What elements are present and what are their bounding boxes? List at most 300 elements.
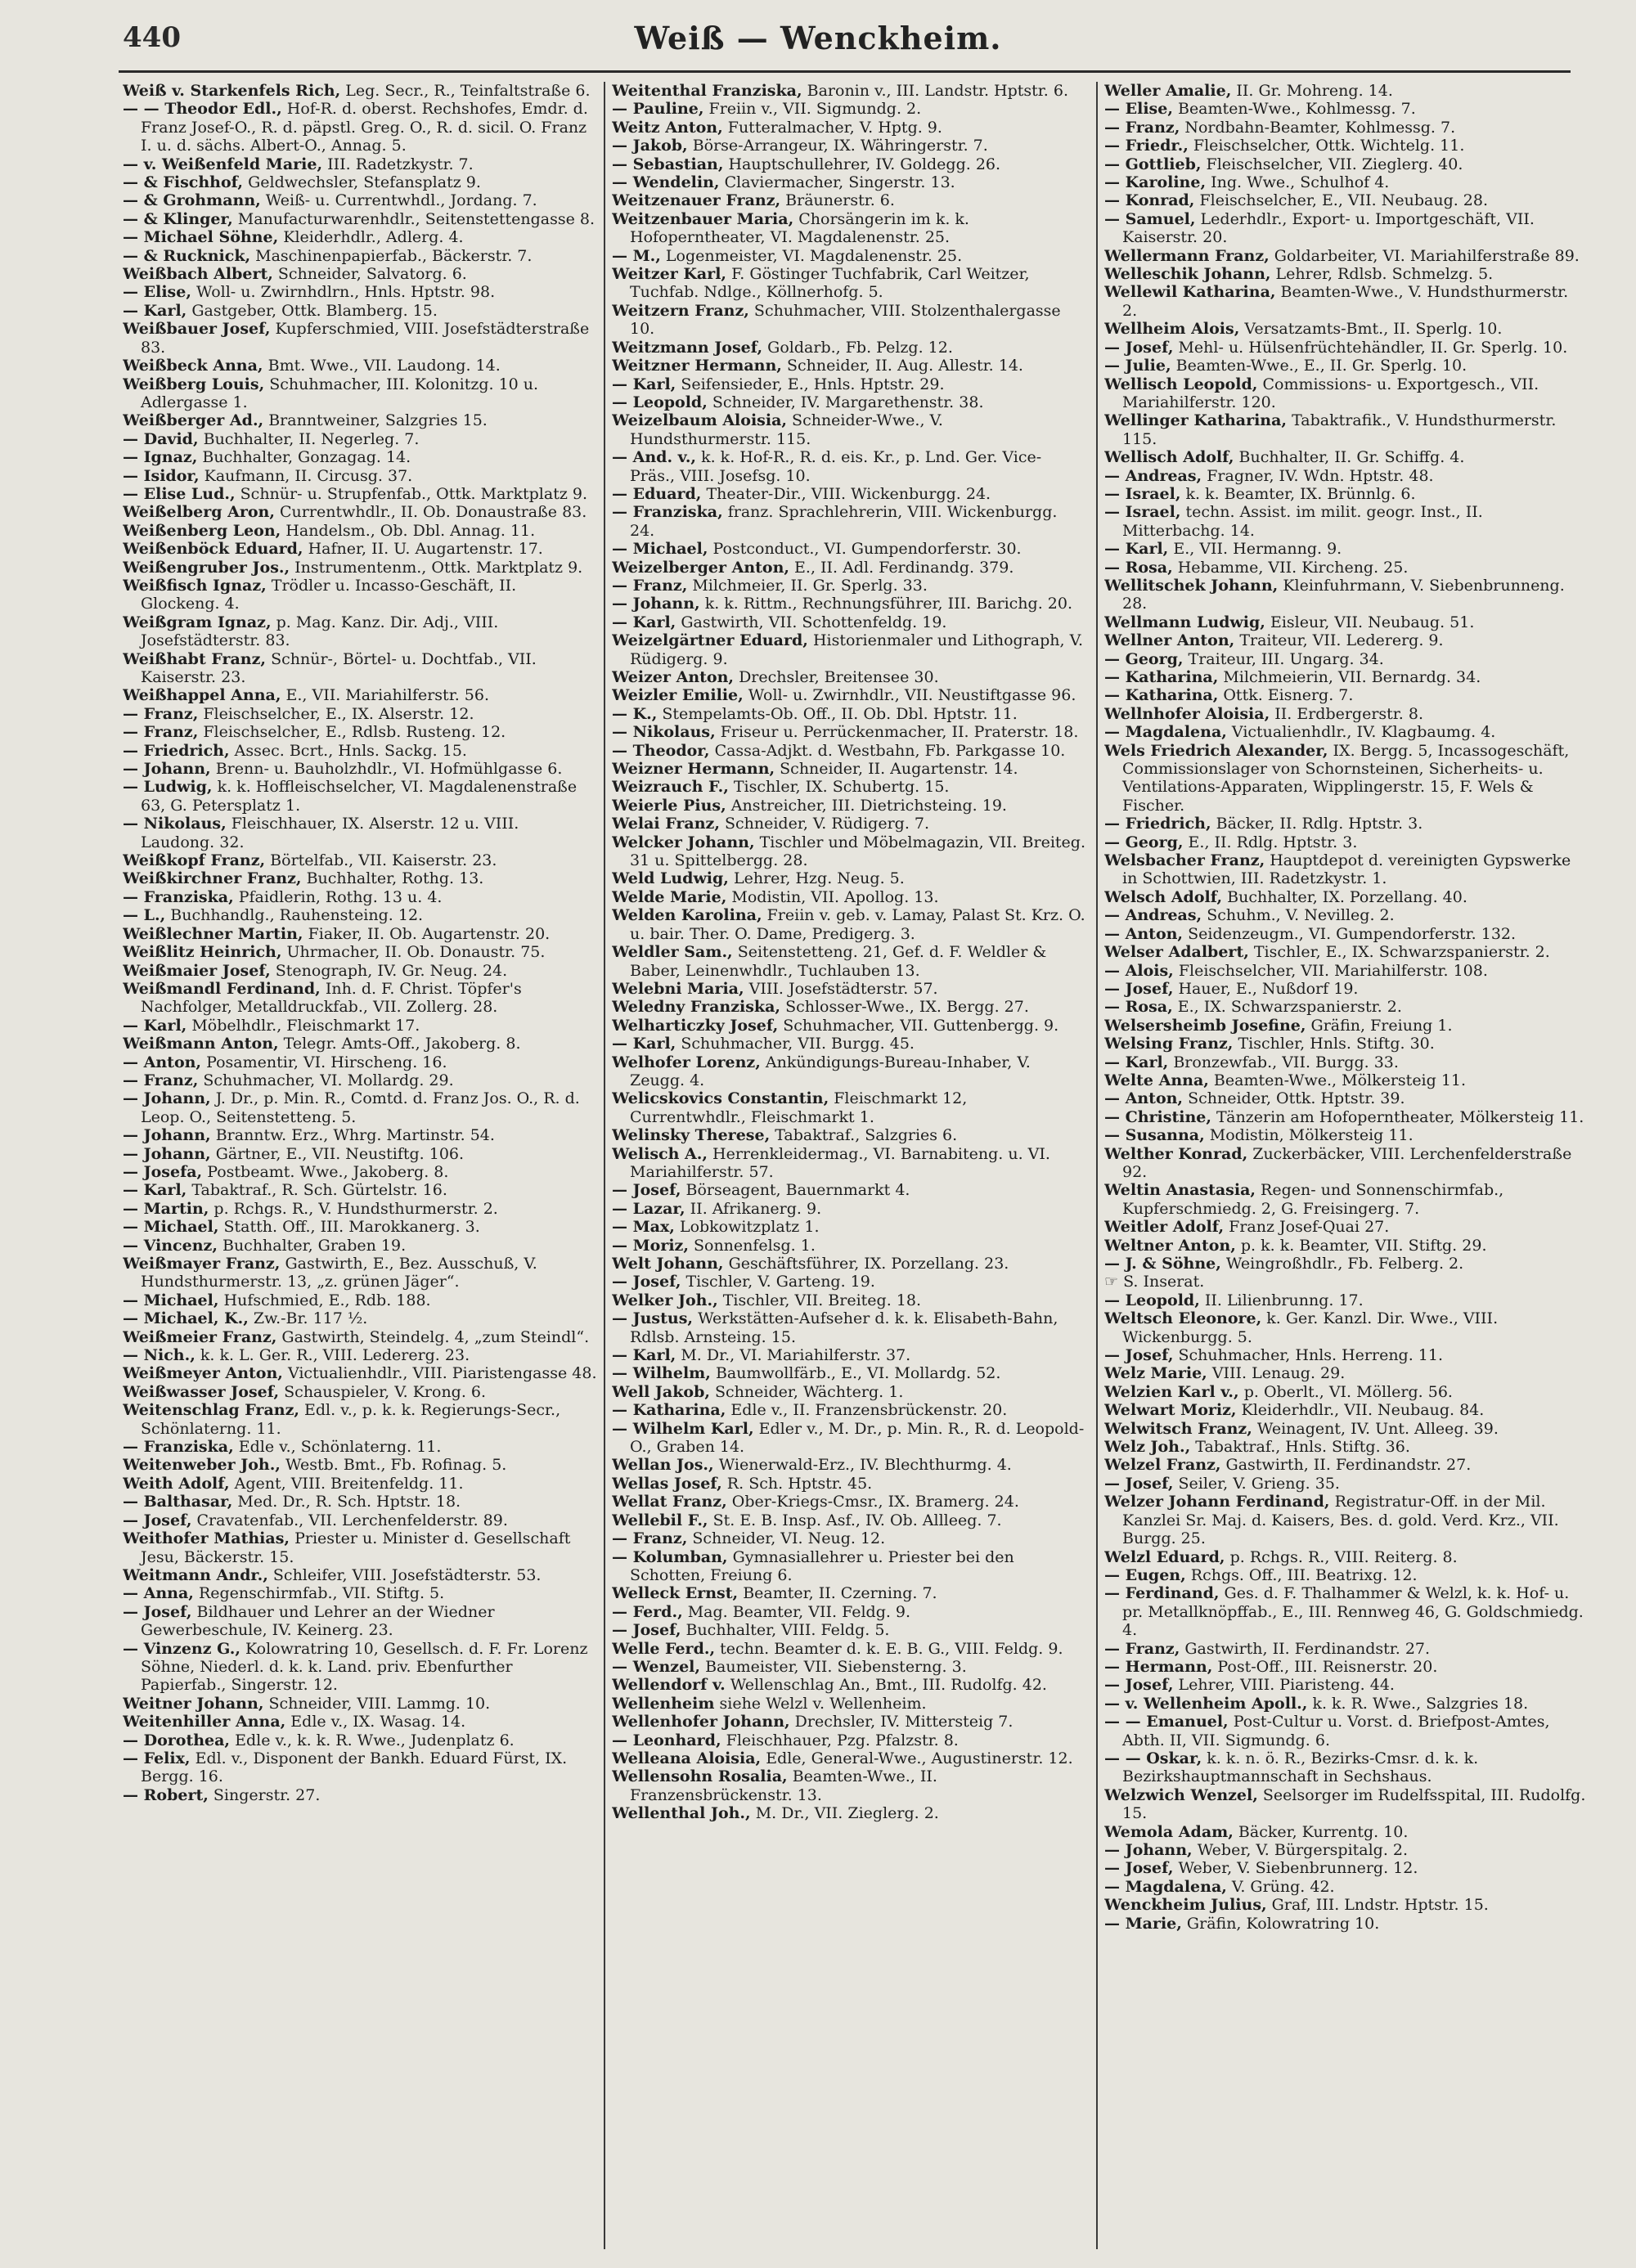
directory-entry bbox=[612, 1273, 1086, 1291]
entry-details: Fleischselcher, VII. Zieglerg. 40. bbox=[1201, 155, 1463, 173]
entry-details: E., IX. Schwarzspanierstr. 2. bbox=[1172, 998, 1402, 1017]
directory-entry bbox=[612, 631, 1086, 668]
directory-entry bbox=[123, 577, 597, 613]
directory-entry bbox=[123, 522, 597, 540]
entry-name: — Wilhelm, bbox=[612, 1364, 711, 1383]
directory-entry bbox=[612, 375, 1086, 393]
entry-name: Weith Adolf, bbox=[123, 1474, 230, 1493]
entry-name: — Eugen, bbox=[1104, 1565, 1186, 1584]
directory-entry bbox=[612, 1511, 1086, 1529]
entry-details: p. k. k. Beamter, VII. Stiftg. 29. bbox=[1235, 1236, 1487, 1255]
entry-name: — Karl, bbox=[123, 1016, 187, 1035]
entry-details: Seidenzeugm., VI. Gumpendorferstr. 132. bbox=[1183, 924, 1517, 943]
entry-name: Welwart Moriz, bbox=[1104, 1401, 1237, 1420]
entry-details: Posamentir, VI. Hirscheng. 16. bbox=[201, 1053, 447, 1071]
entry-name: — Michael, bbox=[123, 1218, 219, 1237]
directory-entry bbox=[1104, 265, 1587, 283]
entry-name: Welleck Ernst, bbox=[612, 1584, 739, 1603]
entry-details: Kleiderhdlr., Adlerg. 4. bbox=[278, 228, 464, 247]
entry-name: Welleana Aloisia, bbox=[612, 1749, 762, 1767]
entry-name: — Michael Söhne, bbox=[123, 228, 279, 247]
entry-name: Weiß v. Starkenfels Rich, bbox=[123, 82, 341, 100]
entry-name: Welisch A., bbox=[612, 1144, 708, 1163]
entry-details: Bronzewfab., VII. Burgg. 33. bbox=[1168, 1053, 1399, 1071]
entry-name: Weißelberg Aron, bbox=[123, 503, 275, 522]
entry-name: — Friedrich, bbox=[1104, 815, 1211, 833]
entry-details: Gastgeber, Ottk. Blamberg. 15. bbox=[187, 301, 438, 320]
entry-details: Fragner, IV. Wdn. Hptstr. 48. bbox=[1202, 466, 1434, 485]
entry-name: — Karl, bbox=[612, 375, 676, 393]
directory-entry bbox=[1104, 1548, 1587, 1566]
entry-name: — Andreas, bbox=[1104, 466, 1202, 485]
directory-entry bbox=[612, 339, 1086, 357]
entry-name: Wellenhofer Johann, bbox=[612, 1713, 790, 1731]
entry-details: Freiin v. geb. v. Lamay, Palast St. Krz. O. u. bair. Ther. O. Dame, Predigerg. 3. bbox=[630, 906, 1085, 943]
entry-name: — Franziska, bbox=[612, 503, 723, 522]
entry-details: Kolowratring 10, Gesellsch. d. F. Fr. Lorenz Söhne, Niederl. d. k. k. Land. priv. Ebenfurther Papierfab., Singerstr. 12. bbox=[141, 1639, 588, 1695]
entry-details: Milchmeierin, VII. Bernardg. 34. bbox=[1218, 668, 1481, 686]
entry-name: Weißkopf Franz, bbox=[123, 851, 266, 870]
directory-entry bbox=[1104, 1218, 1587, 1236]
directory-entry bbox=[612, 1200, 1086, 1218]
entry-details: Schneider, Ottk. Hptstr. 39. bbox=[1183, 1089, 1405, 1108]
entry-name: — Josefa, bbox=[123, 1162, 203, 1181]
entry-details: VIII. Josefstädterstr. 57. bbox=[744, 979, 938, 998]
entry-name: Welz Marie, bbox=[1104, 1364, 1207, 1383]
entry-details: Buchhalter, II. Gr. Schiffg. 4. bbox=[1234, 448, 1465, 467]
entry-name: — Franz, bbox=[1104, 118, 1180, 137]
directory-entry bbox=[123, 925, 597, 943]
entry-name: Weitzern Franz, bbox=[612, 301, 749, 320]
directory-entry bbox=[123, 1309, 597, 1327]
entry-name: — And. v., bbox=[612, 448, 697, 467]
entry-name: — Friedrich, bbox=[123, 741, 230, 760]
entry-name: — Josef, bbox=[123, 1602, 192, 1621]
entry-details: Wienerwald-Erz., IV. Blechthurmg. 4. bbox=[713, 1456, 1012, 1475]
entry-name: Weißbauer Josef, bbox=[123, 320, 271, 339]
entry-name: Wellan Jos., bbox=[612, 1456, 714, 1475]
entry-name: Weitz Anton, bbox=[612, 118, 723, 137]
directory-entry bbox=[1104, 1071, 1587, 1089]
directory-entry bbox=[123, 283, 597, 301]
entry-details: II. Gr. Mohreng. 14. bbox=[1231, 82, 1393, 100]
entry-name: — Julie, bbox=[1104, 357, 1171, 375]
entry-details: Schlosser-Wwe., IX. Bergg. 27. bbox=[780, 998, 1029, 1017]
entry-name: Welz Joh., bbox=[1104, 1438, 1191, 1457]
entry-name: Welcker Johann, bbox=[612, 833, 755, 851]
page-number: 440 bbox=[123, 21, 181, 54]
entry-details: Schneider, VI. Neug. 12. bbox=[687, 1529, 886, 1548]
entry-name: — Karl, bbox=[1104, 1053, 1169, 1071]
entry-name: — Anna, bbox=[123, 1584, 194, 1603]
entry-name: — Franziska, bbox=[123, 887, 234, 906]
entry-details: Edle v., IX. Wasag. 14. bbox=[285, 1713, 466, 1731]
entry-name: Welzl Eduard, bbox=[1104, 1547, 1225, 1566]
entry-name: Welinsky Therese, bbox=[612, 1126, 771, 1145]
entry-name: — M., bbox=[612, 246, 661, 265]
entry-name: Weißmeyer Anton, bbox=[123, 1364, 283, 1383]
entry-details: Gastwirth, VII. Schottenfeldg. 19. bbox=[676, 613, 947, 631]
directory-column-1 bbox=[123, 82, 597, 2253]
entry-details: Ing. Wwe., Schulhof 4. bbox=[1206, 173, 1390, 192]
entry-details: p. Mag. Kanz. Dir. Adj., VIII. Josefstädterstr. 83. bbox=[141, 613, 499, 650]
entry-name: — Eduard, bbox=[612, 484, 702, 503]
directory-entry bbox=[612, 797, 1086, 815]
directory-entry bbox=[612, 1218, 1086, 1236]
entry-details: Börse-Arrangeur, IX. Währingerstr. 7. bbox=[687, 137, 988, 155]
directory-entry bbox=[1104, 1145, 1587, 1182]
entry-details: Commissions- u. Exportgesch., VII. Mariahilferstr. 120. bbox=[1122, 375, 1539, 411]
entry-name: — Marie, bbox=[1104, 1914, 1182, 1933]
directory-entry bbox=[123, 1163, 597, 1181]
directory-entry bbox=[123, 1786, 597, 1804]
directory-entry bbox=[1104, 1640, 1587, 1658]
entry-details: Drechsler, Breitensee 30. bbox=[734, 668, 939, 686]
column-divider bbox=[1096, 82, 1098, 2249]
entry-name: — Katharina, bbox=[1104, 668, 1219, 686]
directory-entry bbox=[1104, 631, 1587, 649]
entry-name: — Josef, bbox=[612, 1181, 681, 1200]
entry-details: Traiteur, III. Ungarg. 34. bbox=[1183, 649, 1384, 668]
entry-details: Westb. Bmt., Fb. Rofinag. 5. bbox=[280, 1456, 507, 1475]
entry-details: Bäcker, II. Rdlg. Hptstr. 3. bbox=[1211, 815, 1423, 833]
entry-details: Tischler, IX. Schubertg. 15. bbox=[728, 778, 950, 797]
directory-entry bbox=[123, 705, 597, 723]
entry-details: Buchhalter, Gonzagag. 14. bbox=[197, 448, 411, 467]
entry-details: Hauptdepot d. vereinigten Gypswerke in Schottwien, III. Radetzkystr. 1. bbox=[1122, 851, 1571, 888]
entry-details: Schneider, II. Augartenstr. 14. bbox=[775, 760, 1018, 779]
entry-details: E., II. Adl. Ferdinandg. 379. bbox=[789, 558, 1014, 577]
entry-name: Weißengruber Jos., bbox=[123, 558, 290, 577]
entry-name: — Sebastian, bbox=[612, 155, 724, 173]
entry-details: Rchgs. Off., III. Beatrixg. 12. bbox=[1185, 1565, 1418, 1584]
directory-entry bbox=[1104, 1035, 1587, 1053]
entry-name: Welwitsch Franz, bbox=[1104, 1419, 1252, 1438]
directory-entry bbox=[123, 1603, 597, 1640]
entry-details: p. Oberlt., VI. Möllerg. 56. bbox=[1238, 1382, 1453, 1401]
entry-details: Victualienhdlr., VIII. Piaristengasse 48. bbox=[282, 1364, 597, 1383]
entry-details: Bräunerstr. 6. bbox=[780, 191, 895, 210]
directory-entry bbox=[612, 357, 1086, 375]
entry-name: — Pauline, bbox=[612, 100, 704, 119]
entry-name: Weitzenauer Franz, bbox=[612, 191, 781, 210]
entry-details: franz. Sprachlehrerin, VIII. Wickenburgg. 24. bbox=[630, 503, 1058, 540]
directory-entry bbox=[612, 1767, 1086, 1804]
entry-name: — Johann, bbox=[1104, 1841, 1193, 1859]
entry-details: Maschinenpapierfab., Bäckerstr. 7. bbox=[250, 246, 533, 265]
directory-entry bbox=[612, 833, 1086, 870]
directory-entry bbox=[123, 1401, 597, 1438]
directory-entry bbox=[1104, 1089, 1587, 1107]
entry-details: Med. Dr., R. Sch. Hptstr. 18. bbox=[232, 1493, 461, 1511]
entry-name: — Josef, bbox=[1104, 979, 1174, 998]
directory-entry bbox=[1104, 503, 1587, 540]
entry-name: Welther Konrad, bbox=[1104, 1144, 1248, 1163]
entry-name: Welebni Maria, bbox=[612, 979, 744, 998]
entry-name: Welser Adalbert, bbox=[1104, 943, 1249, 962]
entry-details: J. Dr., p. Min. R., Comtd. d. Franz Jos. O., R. d. Leop. O., Seitenstetteng. 5. bbox=[141, 1089, 580, 1126]
entry-details: siehe Welzl v. Wellenheim. bbox=[714, 1694, 927, 1713]
directory-entry bbox=[1104, 100, 1587, 118]
entry-name: — Johann, bbox=[612, 595, 700, 613]
directory-entry bbox=[123, 1071, 597, 1089]
entry-name: Weißwasser Josef, bbox=[123, 1382, 280, 1401]
entry-details: Fleischselcher, Ottk. Wichtelg. 11. bbox=[1188, 137, 1465, 155]
directory-entry bbox=[123, 1456, 597, 1474]
entry-details: Telegr. Amts-Off., Jakoberg. 8. bbox=[278, 1035, 521, 1053]
entry-details: Ges. d. F. Thalhammer & Welzl, k. k. Hof- u. pr. Metallknöpffab., E., III. Rennweg 46, G. Goldschmiedg. 4. bbox=[1122, 1584, 1584, 1640]
entry-details: Tischler, E., IX. Schwarzspanierstr. 2. bbox=[1248, 943, 1550, 962]
entry-details: Post-Cultur u. Vorst. d. Briefpost-Amtes, Abth. II, VII. Sigmundg. 6. bbox=[1122, 1713, 1550, 1749]
entry-details: Hof-R. d. oberst. Rechshofes, Emdr. d. Franz Josef-O., R. d. päpstl. Greg. O., R. d. sicil. O. Franz I. u. d. sächs. Albert-O., Annag. 5. bbox=[141, 100, 588, 155]
entry-details: Kupferschmied, VIII. Josefstädterstraße 83. bbox=[141, 320, 590, 357]
directory-entry bbox=[123, 1089, 597, 1126]
column-divider bbox=[604, 82, 605, 2249]
directory-entry bbox=[1104, 815, 1587, 833]
entry-name: Weldler Sam., bbox=[612, 943, 733, 962]
entry-name: — K., bbox=[612, 704, 658, 723]
entry-name: Weltsch Eleonore, bbox=[1104, 1309, 1262, 1328]
entry-details: Lederhdlr., Export- u. Importgeschäft, VII. Kaiserstr. 20. bbox=[1122, 209, 1535, 247]
directory-entry bbox=[612, 540, 1086, 558]
directory-entry bbox=[612, 906, 1086, 943]
entry-details: Beamten-Wwe., II. Franzensbrückenstr. 13. bbox=[630, 1767, 937, 1804]
entry-name: — Gottlieb, bbox=[1104, 155, 1202, 173]
directory-entry bbox=[123, 1035, 597, 1053]
entry-name: — Josef, bbox=[612, 1273, 681, 1291]
entry-details: Nordbahn-Beamter, Kohlmessg. 7. bbox=[1180, 118, 1456, 137]
directory-entry bbox=[1104, 1438, 1587, 1456]
entry-name: Welt Johann, bbox=[612, 1255, 724, 1273]
entry-details: Baumwollfärb., E., VI. Mollardg. 52. bbox=[710, 1364, 1001, 1383]
entry-name: Wellenheim bbox=[612, 1694, 715, 1713]
entry-name: — Karl, bbox=[612, 613, 676, 631]
entry-name: Welzel Franz, bbox=[1104, 1456, 1221, 1475]
entry-name: — Magdalena, bbox=[1104, 1877, 1227, 1896]
entry-details: Registratur-Off. in der Mil. Kanzlei Sr. Maj. d. Kaisers, Bes. d. gold. Verd. Krz., VII. Burgg. 25. bbox=[1122, 1493, 1559, 1548]
directory-entry bbox=[1104, 1346, 1587, 1364]
entry-name: — Franziska, bbox=[123, 1438, 234, 1457]
directory-entry bbox=[1104, 650, 1587, 668]
directory-entry bbox=[123, 851, 597, 869]
directory-entry bbox=[123, 559, 597, 577]
entry-name: — — Theodor Edl., bbox=[123, 100, 282, 119]
entry-details: Fleischselcher, E., Rdlsb. Rusteng. 12. bbox=[198, 723, 506, 742]
directory-entry bbox=[612, 503, 1086, 540]
entry-details: Versatzamts-Bmt., II. Sperlg. 10. bbox=[1239, 320, 1503, 339]
entry-name: — Elise Lud., bbox=[123, 484, 236, 503]
entry-name: — Vincenz, bbox=[123, 1236, 218, 1255]
entry-details: Weber, V. Siebenbrunnerg. 12. bbox=[1173, 1859, 1418, 1878]
directory-entry bbox=[1104, 1786, 1587, 1823]
directory-entry bbox=[1104, 119, 1587, 137]
directory-entry bbox=[612, 869, 1086, 887]
entry-details: Assec. Bcrt., Hnls. Sackg. 15. bbox=[229, 741, 467, 760]
entry-name: — Vinzenz G., bbox=[123, 1639, 240, 1658]
directory-entry bbox=[612, 1401, 1086, 1419]
directory-entry bbox=[612, 1420, 1086, 1457]
entry-details: Instrumentenm., Ottk. Marktplatz 9. bbox=[290, 558, 583, 577]
directory-entry bbox=[612, 411, 1086, 448]
entry-details: Uhrmacher, II. Ob. Donaustr. 75. bbox=[281, 943, 546, 962]
directory-entry bbox=[612, 1475, 1086, 1493]
entry-name: Welsbacher Franz, bbox=[1104, 851, 1265, 870]
directory-entry bbox=[123, 1383, 597, 1401]
entry-name: — Wilhelm Karl, bbox=[612, 1419, 754, 1438]
entry-details: ☞ S. Inserat. bbox=[1104, 1273, 1205, 1291]
entry-name: — Balthasar, bbox=[123, 1493, 233, 1511]
entry-details: Schuhmacher, VII. Burgg. 45. bbox=[676, 1035, 915, 1053]
entry-details: III. Radetzkystr. 7. bbox=[322, 155, 474, 173]
directory-entry bbox=[612, 155, 1086, 173]
directory-entry bbox=[612, 1291, 1086, 1309]
entry-details: Schuhmacher, Hnls. Herreng. 11. bbox=[1173, 1346, 1444, 1365]
entry-name: Weißgram Ignaz, bbox=[123, 613, 272, 631]
entry-details: Currentwhdlr., II. Ob. Donaustraße 83. bbox=[274, 503, 587, 522]
entry-details: Bäcker, Kurrentg. 10. bbox=[1233, 1822, 1409, 1841]
entry-name: Weitenschlag Franz, bbox=[123, 1401, 299, 1420]
directory-entry bbox=[1104, 1364, 1587, 1382]
directory-entry bbox=[612, 137, 1086, 155]
entry-name: — David, bbox=[123, 429, 199, 448]
entry-details: Weinagent, IV. Unt. Alleeg. 39. bbox=[1252, 1419, 1499, 1438]
directory-entry bbox=[612, 998, 1086, 1016]
entry-name: Weitmann Andr., bbox=[123, 1565, 268, 1584]
entry-details: Tischler und Möbelmagazin, VII. Breiteg. 31 u. Spittelbergg. 28. bbox=[630, 833, 1085, 870]
entry-details: Fleischmarkt 12, Currentwhdlr., Fleischmarkt 1. bbox=[630, 1089, 968, 1126]
entry-name: Wellewil Katharina, bbox=[1104, 283, 1276, 302]
directory-entry bbox=[123, 1749, 597, 1786]
entry-name: Welicskovics Constantin, bbox=[612, 1089, 829, 1108]
directory-entry bbox=[1104, 1309, 1587, 1346]
entry-name: — & Klinger, bbox=[123, 209, 233, 228]
entry-name: — Moriz, bbox=[612, 1236, 689, 1255]
entry-details: Victualienhdlr., IV. Klagbaumg. 4. bbox=[1226, 723, 1496, 742]
entry-name: — Martin, bbox=[123, 1199, 209, 1218]
entry-name: — & Grohmann, bbox=[123, 191, 261, 210]
entry-details: Hufschmied, E., Rdb. 188. bbox=[218, 1291, 431, 1309]
entry-details: Beamten-Wwe., Kohlmessg. 7. bbox=[1172, 100, 1416, 119]
directory-entry bbox=[612, 1584, 1086, 1602]
directory-entry bbox=[612, 668, 1086, 686]
directory-entry bbox=[1104, 613, 1587, 631]
entry-details: Baronin v., III. Landstr. Hptstr. 6. bbox=[802, 82, 1068, 100]
entry-name: — — Oskar, bbox=[1104, 1749, 1202, 1767]
entry-name: — Ignaz, bbox=[123, 448, 198, 467]
directory-entry bbox=[1104, 467, 1587, 485]
directory-entry bbox=[612, 686, 1086, 704]
entry-details: Futteralmacher, V. Hptg. 9. bbox=[722, 118, 942, 137]
entry-details: k. k. Hoffleischselcher, VI. Magdalenenstraße 63, G. Petersplatz 1. bbox=[141, 778, 578, 815]
entry-details: Tabaktraf., R. Sch. Gürtelstr. 16. bbox=[187, 1181, 447, 1200]
entry-name: — Johann, bbox=[123, 1144, 211, 1163]
entry-details: Geschäftsführer, IX. Porzellang. 23. bbox=[723, 1255, 1009, 1273]
entry-name: Weitzner Hermann, bbox=[612, 357, 782, 375]
entry-name: Welsersheimb Josefine, bbox=[1104, 1016, 1306, 1035]
directory-entry bbox=[1104, 1695, 1587, 1713]
entry-name: — Theodor, bbox=[612, 741, 710, 760]
directory-entry bbox=[612, 1089, 1086, 1126]
directory-entry bbox=[1104, 1108, 1587, 1126]
entry-details: Gastwirth, Steindelg. 4, „zum Steindl“. bbox=[276, 1327, 590, 1346]
entry-details: V. Grüng. 42. bbox=[1226, 1877, 1335, 1896]
entry-name: — v. Wellenheim Apoll., bbox=[1104, 1694, 1308, 1713]
entry-details: Historienmaler und Lithograph, V. Rüdigerg. 9. bbox=[630, 631, 1084, 668]
directory-entry bbox=[123, 247, 597, 265]
entry-name: Welden Karolina, bbox=[612, 906, 762, 925]
entry-name: Weißenböck Eduard, bbox=[123, 540, 303, 559]
entry-name: Weizelbaum Aloisia, bbox=[612, 411, 788, 430]
directory-entry bbox=[612, 613, 1086, 631]
entry-details: Schnür- u. Strupfenfab., Ottk. Marktplatz 9. bbox=[235, 484, 588, 503]
entry-details: Theater-Dir., VIII. Wickenburgg. 24. bbox=[701, 484, 991, 503]
directory-entry bbox=[123, 82, 597, 100]
entry-details: Brenn- u. Bauholzhdlr., VI. Hofmühlgasse 6. bbox=[210, 760, 563, 779]
directory-entry bbox=[1104, 82, 1587, 100]
entry-name: Welzien Karl v., bbox=[1104, 1382, 1239, 1401]
directory-entry bbox=[1104, 210, 1587, 247]
entry-name: Welharticzky Josef, bbox=[612, 1016, 779, 1035]
directory-entry bbox=[1104, 1273, 1587, 1291]
entry-name: — Karl, bbox=[123, 1181, 187, 1200]
entry-details: Regen- und Sonnenschirmfab., Kupferschmiedg. 2, G. Freisingerg. 7. bbox=[1122, 1181, 1504, 1218]
entry-name: — Samuel, bbox=[1104, 209, 1196, 228]
entry-name: Weißmeier Franz, bbox=[123, 1327, 277, 1346]
entry-name: — Josef, bbox=[1104, 1859, 1174, 1878]
directory-entry bbox=[612, 1309, 1086, 1346]
entry-details: Beamten-Wwe., V. Hundsthurmerstr. 2. bbox=[1122, 283, 1569, 320]
entry-name: Wellner Anton, bbox=[1104, 631, 1235, 650]
entry-name: — Michael, K., bbox=[123, 1309, 249, 1328]
directory-entry bbox=[1104, 1237, 1587, 1255]
directory-entry bbox=[1104, 1676, 1587, 1694]
directory-entry bbox=[612, 778, 1086, 796]
entry-name: Weißmaier Josef, bbox=[123, 961, 271, 980]
entry-name: — Ludwig, bbox=[123, 778, 213, 797]
directory-entry bbox=[123, 1640, 597, 1695]
entry-name: — Robert, bbox=[123, 1785, 209, 1804]
entry-name: — Karl, bbox=[612, 1346, 676, 1365]
entry-details: Mehl- u. Hülsenfrüchtehändler, II. Gr. Sperlg. 10. bbox=[1173, 338, 1568, 357]
entry-details: Anstreicher, III. Dietrichsteing. 19. bbox=[726, 796, 1007, 815]
directory-entry bbox=[612, 559, 1086, 577]
directory-entry bbox=[123, 320, 597, 357]
directory-column-3 bbox=[1104, 82, 1587, 2253]
entry-name: Weitler Adolf, bbox=[1104, 1218, 1225, 1237]
directory-entry bbox=[612, 723, 1086, 741]
entry-name: Weller Amalie, bbox=[1104, 82, 1232, 100]
entry-name: — — Emanuel, bbox=[1104, 1713, 1229, 1731]
entry-details: Manufacturwarenhdlr., Seitenstettengasse 8. bbox=[232, 209, 595, 228]
entry-name: Welde Marie, bbox=[612, 887, 727, 906]
directory-entry bbox=[123, 723, 597, 741]
entry-details: Branntw. Erz., Whrg. Martinstr. 54. bbox=[210, 1126, 495, 1145]
entry-details: k. Ger. Kanzl. Dir. Wwe., VIII. Wickenburgg. 5. bbox=[1122, 1309, 1499, 1346]
entry-details: Geldwechsler, Stefansplatz 9. bbox=[243, 173, 481, 192]
entry-name: Weitenthal Franziska, bbox=[612, 82, 802, 100]
directory-entry bbox=[612, 247, 1086, 265]
directory-entry bbox=[1104, 1878, 1587, 1896]
entry-details: Franz Josef-Quai 27. bbox=[1224, 1218, 1390, 1237]
entry-details: II. Erdbergerstr. 8. bbox=[1270, 704, 1424, 723]
entry-name: Weißbach Albert, bbox=[123, 265, 273, 284]
directory-entry bbox=[1104, 1841, 1587, 1859]
directory-entry bbox=[123, 210, 597, 228]
entry-name: Weizner Hermann, bbox=[612, 760, 775, 779]
entry-details: Seitenstetteng. 21, Gef. d. F. Weldler & Baber, Leinenwhdlr., Tuchlauben 13. bbox=[630, 943, 1047, 980]
entry-details: Weber, V. Bürgerspitalg. 2. bbox=[1192, 1841, 1409, 1859]
directory-entry bbox=[612, 191, 1086, 209]
